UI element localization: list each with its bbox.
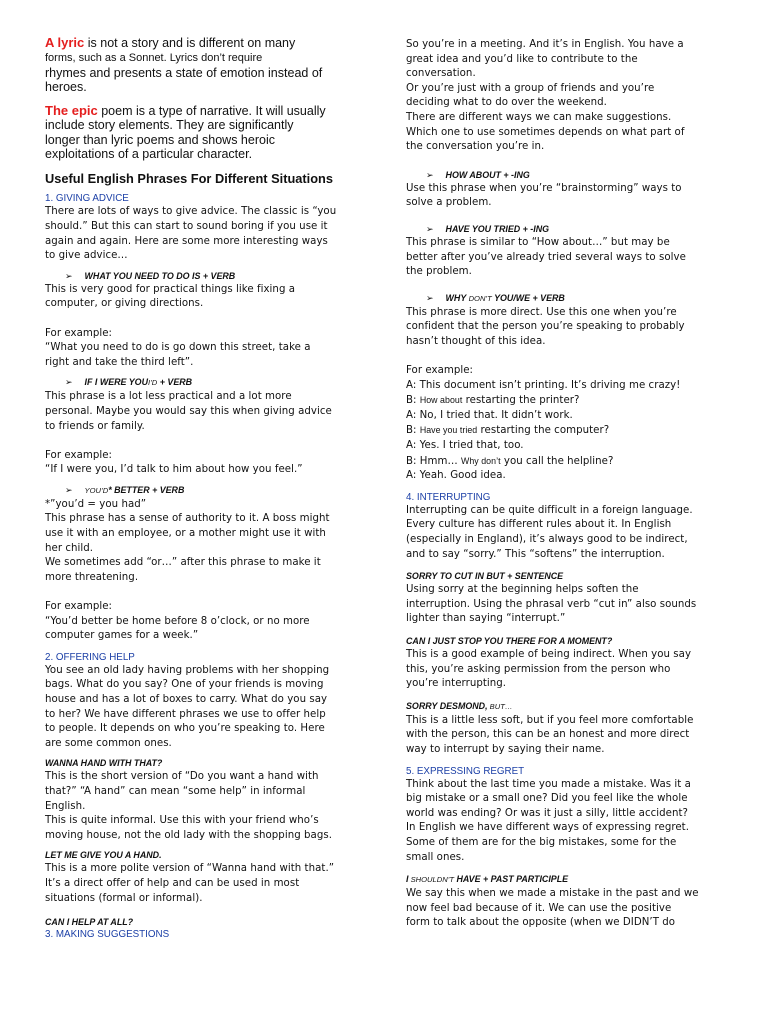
text-line: right and take the third left”. [45,356,194,368]
text-line: situations (formal or informal). [45,892,203,904]
text-line: Think about the last time you made a mistake. Was it a [406,778,691,790]
left-column [45,36,363,941]
phrase-heading [406,292,722,305]
epic-lead: The epic [45,103,98,119]
text-line: *”you’d = you had” [45,498,147,510]
text-line: This is very good for practical things like fixing a [45,283,296,295]
text-line: you’re interrupting. [406,678,507,690]
text-line: “You’d better be home before 8 o’clock, or no more [45,615,310,627]
phrase-heading: CAN I HELP AT ALL? [45,917,134,928]
text-line: You see an old lady having problems with her shopping [45,664,330,676]
text-line: to her? We have different phrases we use to offer help [45,708,326,720]
phrase-heading: CAN I JUST STOP YOU THERE FOR A MOMENT? [406,636,613,646]
text-line: confident that the person you’re speaking to probably [406,321,685,333]
text-line: lighter than saying “interrupt.” [406,613,566,625]
phrase-heading: SORRY TO CUT IN BUT + SENTENCE [406,571,564,582]
text-line: interruption. Using the phrasal verb “cut in” also sounds [406,598,697,610]
paragraph [45,770,363,843]
text-line: This is a little less soft, but if you feel more comfortable [406,714,694,726]
phrase-heading [45,484,363,497]
phrase-text: I’D [148,378,158,388]
text-line: are some common ones. [45,737,172,749]
text-line: house and has a lot of boxes to carry. What do you say [45,694,328,705]
section-title: Useful English Phrases For Different Situations [45,171,333,187]
paragraph [406,714,722,758]
text-line: Or you’re just with a group of friends and you’re [406,82,655,94]
epic-paragraph [45,104,363,161]
text-line: (especially in England), it’s always good to be indirect, [406,534,688,546]
epic-text: exploitations of a particular character. [45,147,253,162]
dialog-line: A: No, I tried that. It didn’t work. [406,409,573,421]
text-line: conversation. [406,68,476,80]
text-line: to friends or family. [45,420,145,432]
text-line: Some of them are for the big mistakes, some for the [406,836,677,848]
text-line: This is a more polite version of “Wanna hand with that.” [45,863,335,875]
phrase-text: WHY [445,292,467,303]
paragraph [45,205,363,263]
paragraph [406,306,722,350]
phrase-text: HAVE YOU TRIED + -ING [445,223,550,234]
dialog-line: B: Hmm… Why don’t you call the helpline? [406,455,614,467]
heading-offering-help: 2. OFFERING HELP [45,651,135,663]
text-line: world was ending? Or was it just a silly, little accident? [406,807,688,819]
text-line: This phrase has a sense of authority to it. A boss might [45,513,330,525]
epic-text: include story elements. They are significantly [45,118,294,133]
text-line: deciding what to do over the weekend. [406,97,607,109]
phrase-text: + VERB [157,377,193,388]
arrow-bullet-icon: ➢ [426,169,434,180]
text-line: personal. Maybe you would say this when giving advice [45,405,332,417]
epic-text: poem is a type of narrative. It will usually [97,104,326,119]
phrase-heading [45,376,363,389]
phrase-heading [45,270,363,282]
example-label: For example: [45,327,113,339]
paragraph [406,583,722,627]
text-line: the problem. [406,266,472,278]
text-line: This phrase is more direct. Use this one when you’re [406,306,677,318]
text-line: “If I were you, I’d talk to him about how you feel.” [45,464,303,476]
phrase-text: YOU/WE + VERB [491,292,565,303]
text-line: and to say “sorry.” This “softens” the interruption. [406,548,665,560]
example-label: For example: [45,449,113,461]
paragraph [45,664,363,752]
text-line: Using sorry at the beginning helps soften the [406,584,639,596]
phrase-heading: WANNA HAND WITH THAT? [45,758,163,769]
example-label: For example: [45,601,113,613]
paragraph [45,498,363,586]
text-line: Every culture has different rules about it. In English [406,519,672,531]
dialog-line: A: This document isn’t printing. It’s driving me crazy! [406,379,681,391]
lyric-text: heroes. [45,79,87,94]
heading-making-suggestions: 3. MAKING SUGGESTIONS [45,929,170,941]
text-line: better after you’ve already tried several ways to solve [406,251,686,263]
heading-expressing-regret: 5. EXPRESSING REGRET [406,765,525,777]
text-line: bags. What do you say? One of your friends is moving [45,679,324,691]
text-line: We sometimes add “or…” after this phrase to make it [45,557,321,569]
text-line: big mistake or a small one? Did you feel like the whole [406,793,688,805]
phrase-text: YOU’D [84,485,109,495]
text-line: should.” But this can start to sound boring if you use it [45,220,328,232]
text-line: So you’re in a meeting. And it’s in English. You have a [406,39,684,50]
phrase-text: * BETTER + VERB [108,484,185,495]
text-line: now feel bad because of it. We can use the positive [406,902,672,914]
text-line: again and again. Here are some more interesting ways [45,235,328,247]
lyric-text: forms, such as a Sonnet. Lyrics don’t require [45,52,263,65]
dialog-line: B: How about restarting the printer? [406,395,580,407]
paragraph [406,236,722,280]
text-line: this, you’re asking permission from the person who [406,663,671,675]
phrase-text: WHAT YOU NEED TO DO IS + VERB [84,270,236,281]
text-line: use it with an employee, or a mother might use it with [45,528,326,540]
text-line: Which one to use sometimes depends on what part of [406,126,685,138]
text-line: This is the short version of “Do you want a hand with [45,771,319,783]
arrow-bullet-icon: ➢ [65,377,73,388]
phrase-text: IF I WERE YOU [84,377,148,388]
right-column [406,38,722,931]
paragraph [406,182,722,211]
text-line: the conversation you’re in. [406,141,545,153]
text-line: form to talk about the opposite (when we DIDN’T do [406,917,676,929]
text-line: hasn’t thought of this idea. [406,335,546,347]
dialog-line: B: Have you tried restarting the computer? [406,425,610,437]
text-line: We say this when we made a mistake in the past and we [406,888,699,900]
phrase-heading [406,169,722,181]
heading-giving-advice: 1. GIVING ADVICE [45,193,129,205]
phrase-heading: LET ME GIVE YOU A HAND. [45,850,162,861]
phrase-text: DON’T [468,293,492,303]
phrase-heading: SORRY DESMOND, BUT… [406,700,513,711]
text-line: computer, or giving directions. [45,298,204,310]
lyric-text: rhymes and presents a state of emotion instead of [45,65,323,80]
example-text [45,615,363,644]
paragraph [45,283,363,312]
dialog-line: A: Yeah. Good idea. [406,470,506,482]
text-line: computer games for a week.” [45,630,199,642]
arrow-bullet-icon: ➢ [426,292,434,303]
example-text [45,341,363,370]
phrase-heading: I SHOULDN’T HAVE + PAST PARTICIPLE [406,874,569,885]
text-line: to people. It depends on who you’re speaking to. Here [45,723,325,735]
text-line: This phrase is similar to “How about…” but may be [406,236,670,248]
phrase-text: HOW ABOUT + -ING [445,169,530,180]
lyric-lead: A lyric [45,35,85,50]
text-line: This is a good example of being indirect. When you say [406,649,692,660]
text-line: Use this phrase when you’re “brainstorming” ways to [406,182,682,194]
arrow-bullet-icon: ➢ [65,270,73,281]
text-line: that?” “A hand” can mean “some help” in informal [45,785,306,797]
text-line: solve a problem. [406,197,492,209]
example-text [45,463,363,478]
text-line: This phrase is a lot less practical and a lot more [45,391,292,403]
lyric-text: is not a story and is different on many [84,36,296,50]
text-line: small ones. [406,851,465,863]
arrow-bullet-icon: ➢ [426,223,434,234]
text-line: great idea and you’d like to contribute to the [406,53,638,65]
epic-text: longer than lyric poems and shows heroic [45,132,275,147]
paragraph [45,390,363,434]
paragraph [45,862,363,906]
text-line: her child. [45,542,94,554]
text-line: Interrupting can be quite difficult in a foreign language. [406,504,693,516]
dialog [406,379,722,484]
text-line: “What you need to do is go down this street, take a [45,342,311,354]
text-line: moving house, not the old lady with the shopping bags. [45,829,332,841]
paragraph [406,648,722,692]
text-line: This is quite informal. Use this with your friend who’s [45,815,319,827]
paragraph [406,504,722,562]
text-line: way to interrupt by saying their name. [406,743,605,755]
text-line: There are lots of ways to give advice. The classic is “you [45,206,337,218]
dialog-line: A: Yes. I tried that, too. [406,440,524,452]
text-line: There are different ways we can make suggestions. [406,111,672,123]
text-line: In English we have different ways of expressing regret. [406,822,689,834]
phrase-heading [406,223,722,235]
paragraph [406,38,722,155]
heading-interrupting: 4. INTERRUPTING [406,491,491,503]
text-line: It’s a direct offer of help and can be used in most [45,877,300,889]
arrow-bullet-icon: ➢ [65,484,73,495]
paragraph [406,887,722,931]
text-line: English. [45,800,86,812]
paragraph [406,778,722,866]
text-line: with the person, this can be an honest and more direct [406,729,690,741]
text-line: more threatening. [45,571,139,583]
text-line: to give advice… [45,250,128,262]
example-label: For example: [406,365,474,377]
lyric-paragraph [45,36,363,94]
